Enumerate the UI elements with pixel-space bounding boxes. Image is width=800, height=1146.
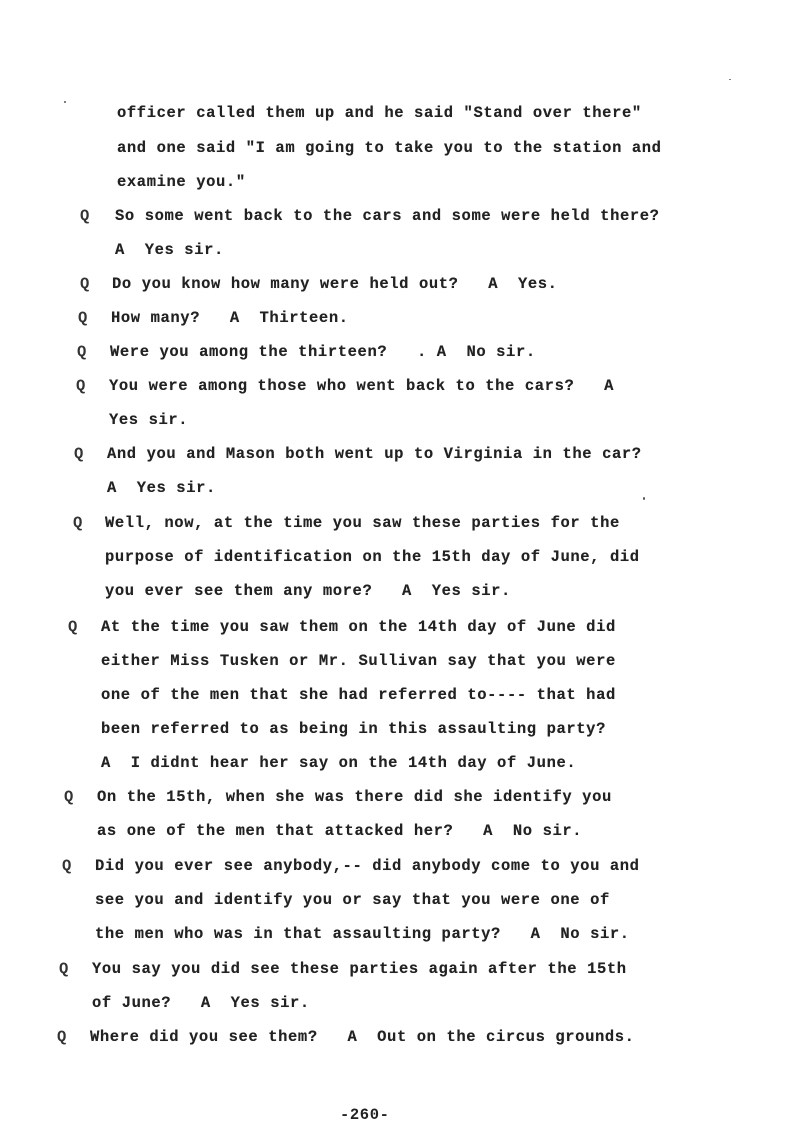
answer-line: A Yes sir. — [115, 241, 224, 259]
transcript-line: one of the men that she had referred to---- that had — [101, 686, 616, 704]
transcript-line: Did you ever see anybody,-- did anybody come to you and — [95, 857, 640, 875]
transcript-line: the men who was in that assaulting party? A No sir. — [95, 925, 630, 943]
transcript-line: purpose of identification on the 15th day of June, did — [105, 548, 640, 566]
question-marker: Q — [59, 960, 69, 978]
answer-line: of June? A Yes sir. — [92, 994, 310, 1012]
question-marker: Q — [77, 343, 87, 361]
transcript-line: On the 15th, when she was there did she identify you — [97, 788, 612, 806]
scan-speck — [64, 101, 66, 103]
transcript-line: as one of the men that attacked her? A No sir. — [97, 822, 583, 840]
question-marker: Q — [78, 309, 88, 327]
transcript-line: You were among those who went back to the cars? A — [109, 377, 614, 395]
transcript-line: How many? A Thirteen. — [111, 309, 349, 327]
transcript-line: Do you know how many were held out? A Yes. — [112, 275, 558, 293]
answer-line: A Yes sir. — [107, 479, 216, 497]
transcript-line: either Miss Tusken or Mr. Sullivan say that you were — [101, 652, 616, 670]
transcript-line: see you and identify you or say that you were one of — [95, 891, 610, 909]
question-marker: Q — [73, 514, 83, 532]
transcript-line: Where did you see them? A Out on the circus grounds. — [90, 1028, 635, 1046]
transcript-line: officer called them up and he said "Stand over there" — [117, 104, 642, 122]
question-marker: Q — [68, 618, 78, 636]
transcript-line: you ever see them any more? A Yes sir. — [105, 582, 511, 600]
question-marker: Q — [80, 207, 90, 225]
transcript-line: and one said "I am going to take you to the station and — [117, 139, 662, 157]
question-marker: Q — [80, 275, 90, 293]
scan-speck — [643, 497, 645, 500]
question-marker: Q — [74, 445, 84, 463]
question-marker: Q — [64, 788, 74, 806]
transcript-line: At the time you saw them on the 14th day of June did — [101, 618, 616, 636]
question-marker: Q — [76, 377, 86, 395]
transcript-line: So some went back to the cars and some were held there? — [115, 207, 660, 225]
answer-line: Yes sir. — [109, 411, 189, 429]
transcript-line: examine you." — [117, 173, 246, 191]
transcript-line: been referred to as being in this assaulting party? — [101, 720, 606, 738]
question-marker: Q — [57, 1028, 67, 1046]
transcript-line: You say you did see these parties again after the 15th — [92, 960, 627, 978]
answer-line: A I didnt hear her say on the 14th day of June. — [101, 754, 577, 772]
transcript-line: Were you among the thirteen? . A No sir. — [110, 343, 536, 361]
transcript-line: And you and Mason both went up to Virginia in the car? — [107, 445, 642, 463]
question-marker: Q — [62, 857, 72, 875]
page-number: -260- — [340, 1106, 390, 1124]
scan-speck — [729, 79, 731, 80]
transcript-line: Well, now, at the time you saw these parties for the — [105, 514, 620, 532]
